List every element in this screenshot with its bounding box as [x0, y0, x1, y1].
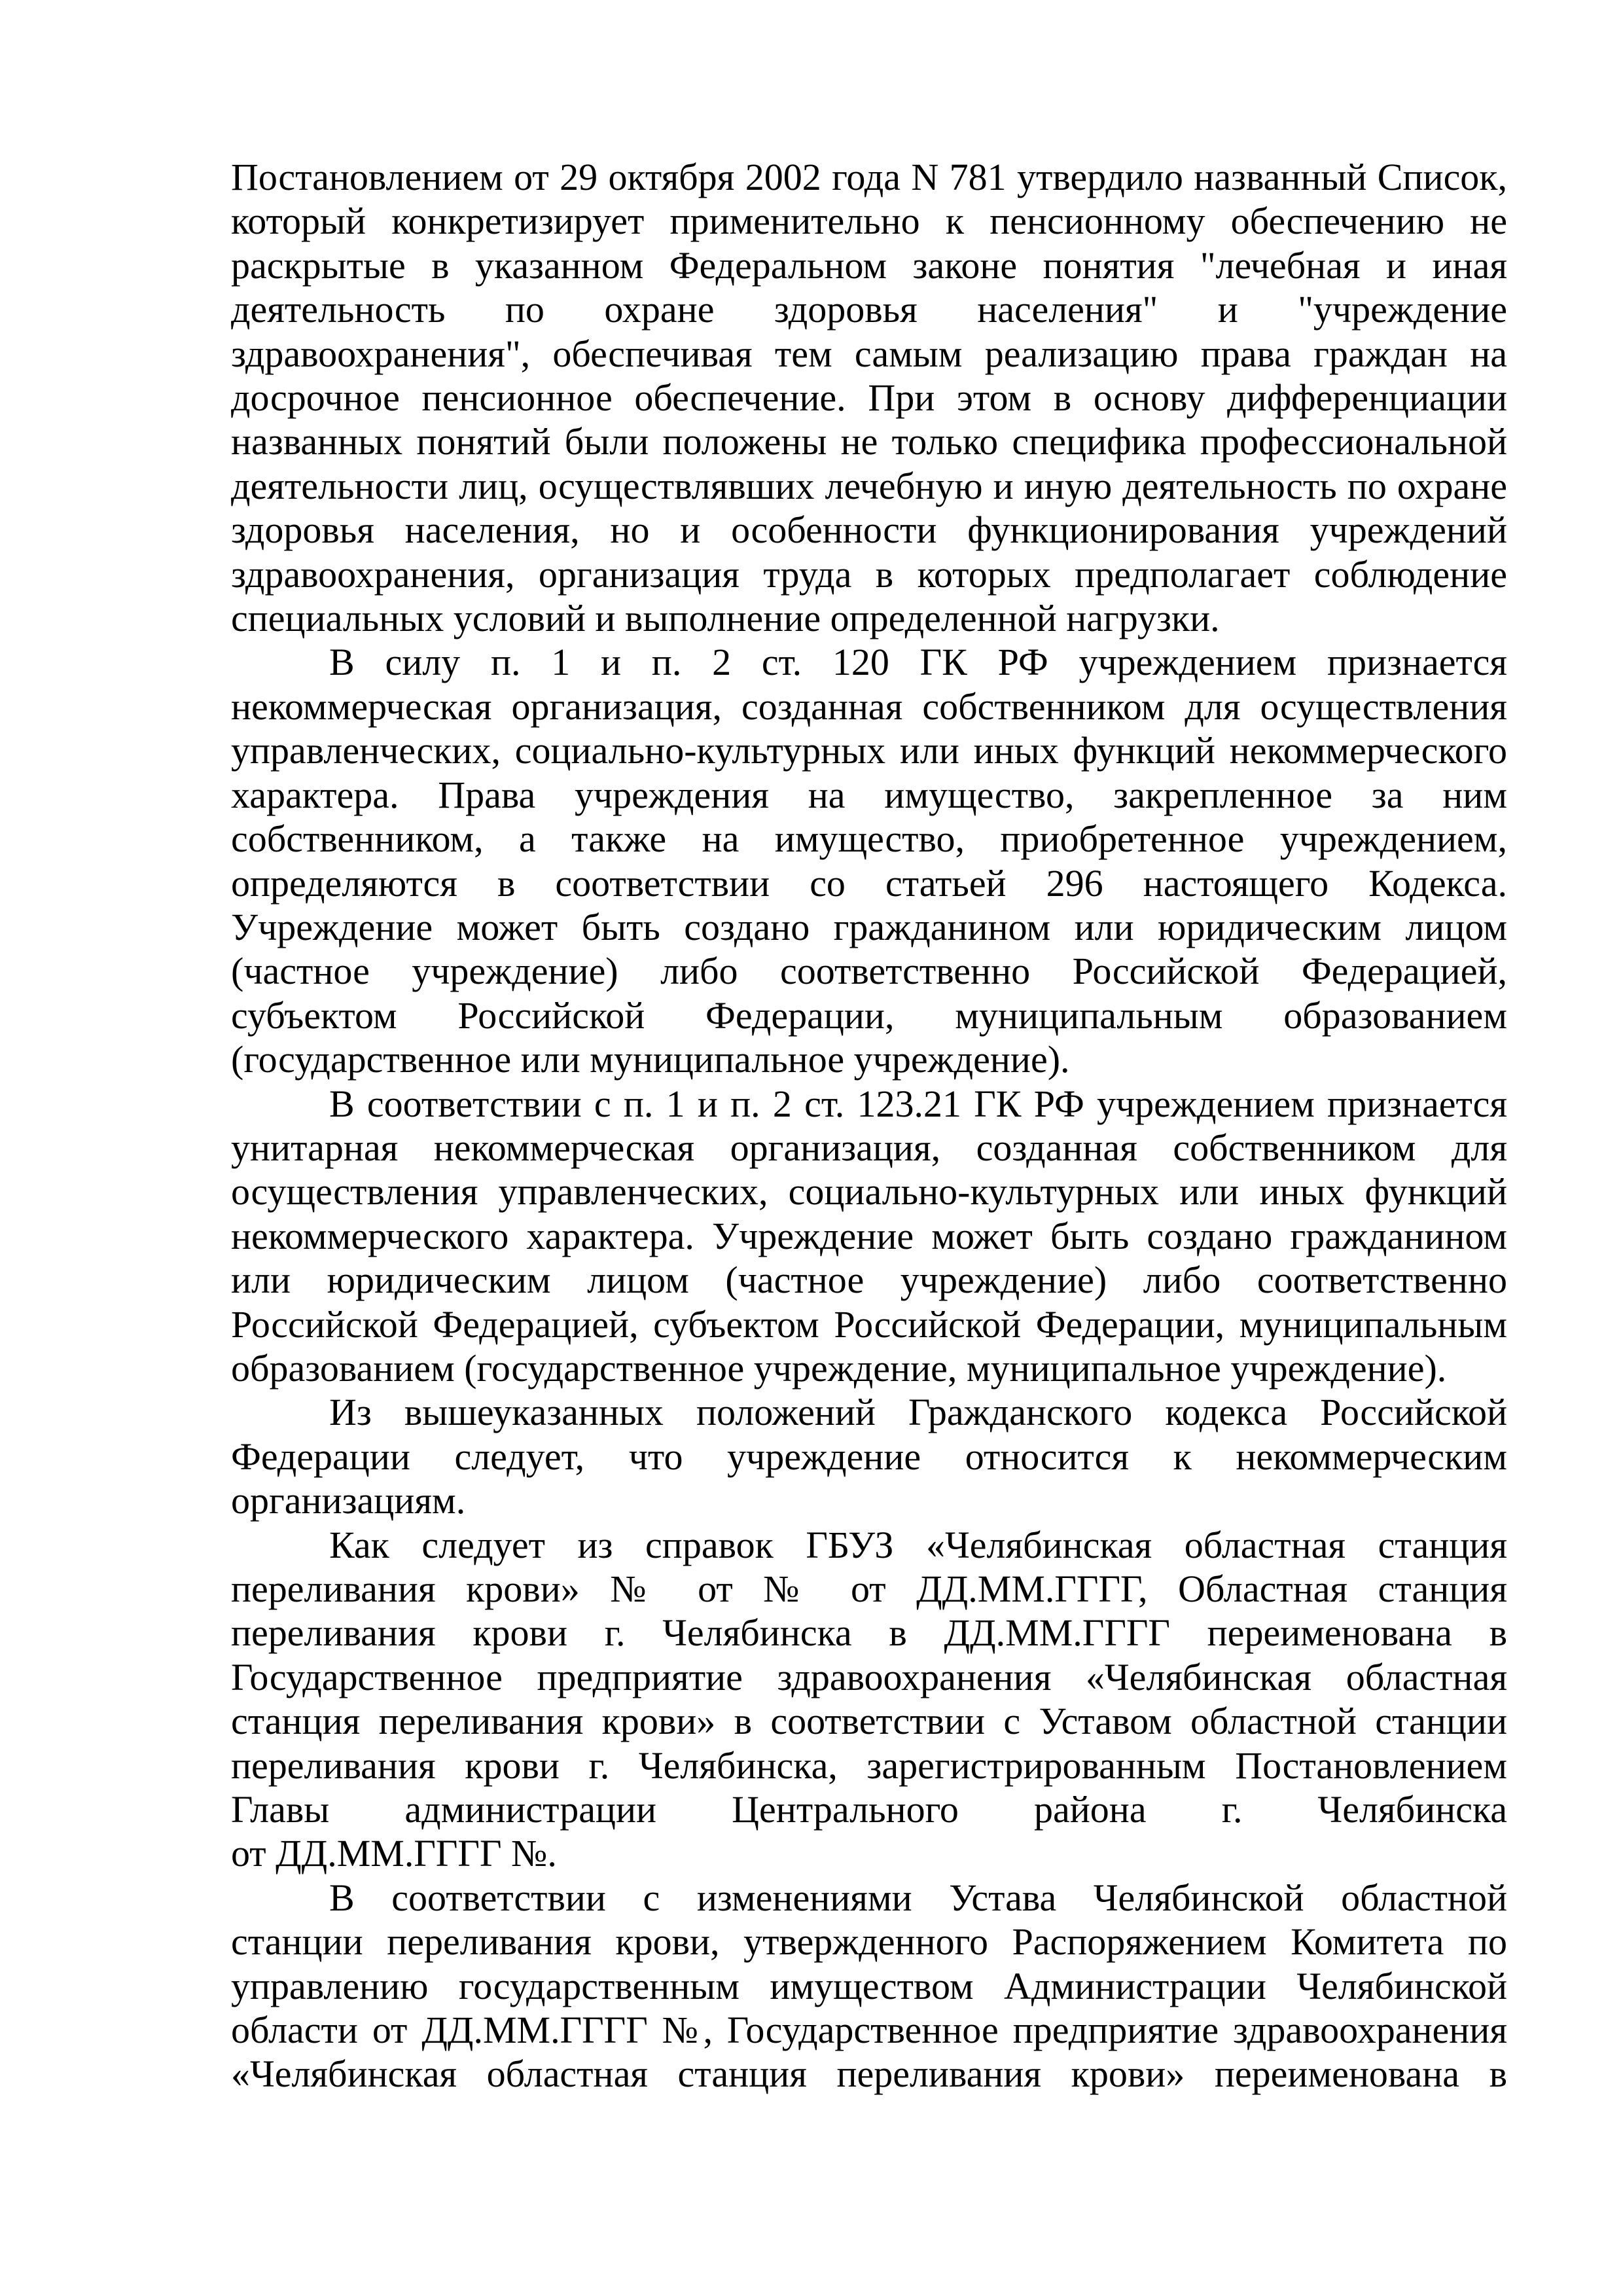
text-line: Государственное предприятие здравоохранения «Челябинская областная — [231, 1655, 1507, 1698]
text-line: области от ДД.ММ.ГГГГ №, Государственное предприятие здравоохранения — [231, 2009, 1507, 2052]
text-line: от ДД.ММ.ГГГГ №. — [231, 1832, 557, 1875]
text-line: названных понятий были положены не только специфика профессиональной — [231, 420, 1507, 463]
text-line: характера. Права учреждения на имущество, закрепленное за ним — [231, 773, 1507, 816]
text-line: здравоохранения, организация труда в которых предполагает соблюдение — [231, 552, 1507, 596]
document-text-body — [231, 155, 1507, 2096]
text-line: раскрытые в указанном Федеральном законе понятия "лечебная и иная — [231, 243, 1507, 287]
text-line: Как следует из справок ГБУЗ «Челябинская областная станция — [329, 1523, 1507, 1566]
text-line: В силу п. 1 и п. 2 ст. 120 ГК РФ учреждением признается — [329, 641, 1507, 684]
text-line: станции переливания крови, утвержденного Распоряжением Комитета по — [231, 1920, 1507, 1964]
text-line: субъектом Российской Федерации, муниципальным образованием — [231, 994, 1507, 1037]
text-line: станция переливания крови» в соответствии с Уставом областной станции — [231, 1700, 1507, 1743]
text-line: собственником, а также на имущество, приобретенное учреждением, — [231, 817, 1507, 861]
text-line: унитарная некоммерческая организация, созданная собственником для — [231, 1126, 1507, 1169]
text-line: управлению государственным имуществом Администрации Челябинской — [231, 1964, 1507, 2007]
paragraph — [231, 1876, 1507, 2096]
text-line: здоровья населения, но и особенности функционирования учреждений — [231, 509, 1507, 552]
text-line: здравоохранения", обеспечивая тем самым реализацию права граждан на — [231, 332, 1507, 375]
text-line: Российской Федерацией, субъектом Российской Федерации, муниципальным — [231, 1302, 1507, 1346]
paragraph — [231, 640, 1507, 1081]
text-line: переливания крови г. Челябинска в ДД.ММ.ГГГГ переименована в — [231, 1611, 1507, 1655]
text-line: деятельность по охране здоровья населения" и "учреждение — [231, 288, 1507, 331]
text-line: (государственное или муниципальное учреждение). — [231, 1038, 1070, 1081]
text-line: организациям. — [231, 1479, 466, 1522]
text-line: Учреждение может быть создано гражданином или юридическим лицом — [231, 905, 1507, 948]
paragraph — [231, 1523, 1507, 1876]
text-line: некоммерческого характера. Учреждение может быть создано гражданином — [231, 1214, 1507, 1257]
paragraph — [231, 1082, 1507, 1391]
text-line: переливания крови г. Челябинска, зарегистрированным Постановлением — [231, 1744, 1507, 1787]
text-line: определяются в соответствии со статьей 296 настоящего Кодекса. — [231, 861, 1507, 905]
text-line: который конкретизирует применительно к пенсионному обеспечению не — [231, 200, 1507, 243]
text-line: или юридическим лицом (частное учреждение) либо соответственно — [231, 1259, 1507, 1302]
text-line: В соответствии с изменениями Устава Челябинской областной — [329, 1876, 1507, 1919]
text-line: Постановлением от 29 октября 2002 года N 781 утвердило названный Список, — [231, 156, 1507, 198]
text-line: деятельности лиц, осуществлявших лечебную и иную деятельность по охране — [231, 464, 1507, 507]
text-line: некоммерческая организация, созданная собственником для осуществления — [231, 685, 1507, 728]
text-line: Федерации следует, что учреждение относится к некоммерческим — [231, 1435, 1507, 1478]
text-line: Из вышеуказанных положений Гражданского кодекса Российской — [329, 1391, 1507, 1434]
text-line: (частное учреждение) либо соответственно Российской Федерацией, — [231, 950, 1507, 993]
text-line: досрочное пенсионное обеспечение. При этом в основу дифференциации — [231, 376, 1507, 420]
text-line: Главы администрации Центрального района г. Челябинска — [231, 1788, 1507, 1831]
text-line: В соответствии с п. 1 и п. 2 ст. 123.21 ГК РФ учреждением признается — [329, 1082, 1507, 1125]
paragraph — [231, 155, 1507, 640]
text-line: управленческих, социально-культурных или иных функций некоммерческого — [231, 729, 1507, 772]
paragraph — [231, 1390, 1507, 1522]
text-line: осуществления управленческих, социально-культурных или иных функций — [231, 1170, 1507, 1213]
text-line: «Челябинская областная станция переливания крови» переименована в — [231, 2053, 1507, 2096]
text-line: специальных условий и выполнение определенной нагрузки. — [231, 597, 1220, 640]
text-line: образованием (государственное учреждение, муниципальное учреждение). — [231, 1346, 1447, 1390]
text-line: переливания крови» № от № от ДД.ММ.ГГГГ, Областная станция — [231, 1568, 1507, 1610]
